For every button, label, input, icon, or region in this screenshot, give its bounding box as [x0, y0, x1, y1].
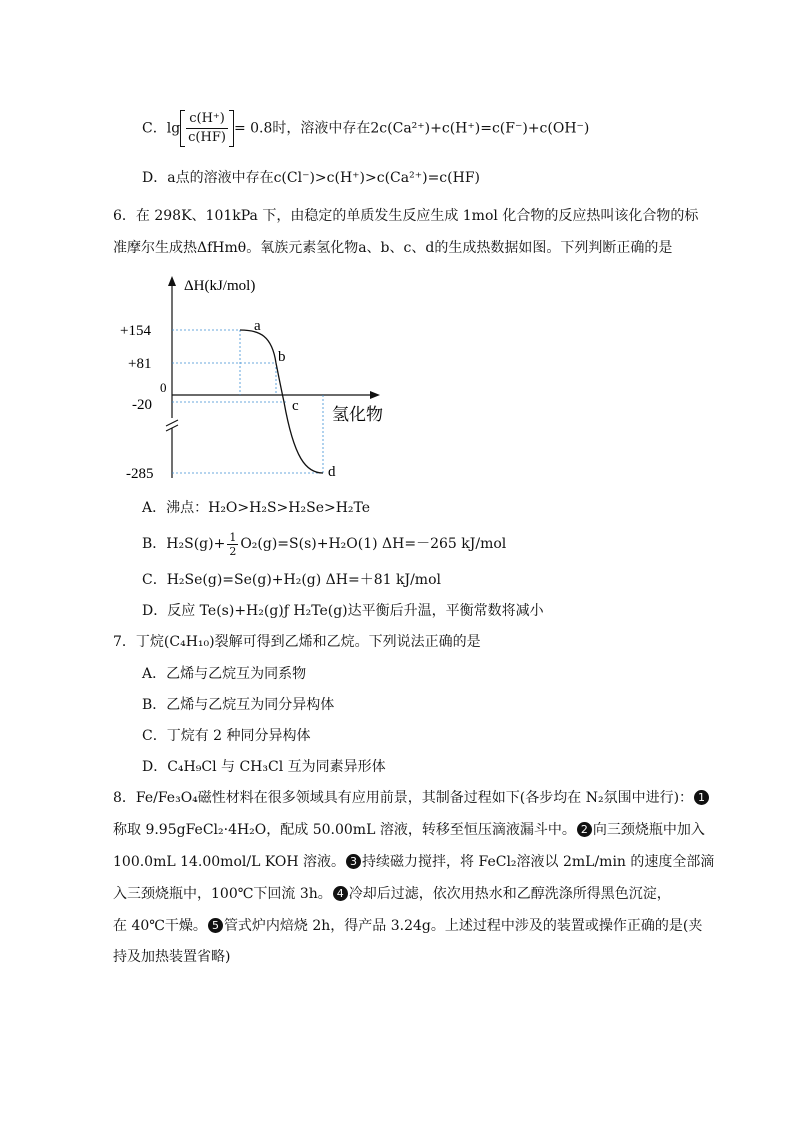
y-tick-81: +81 — [128, 356, 152, 372]
option-d-label: D．a点的溶液中存在 — [142, 170, 274, 186]
q8-line4-text-a: 入三颈烧瓶中，100℃下回流 3h。 — [113, 886, 332, 902]
y-tick-0: 0 — [160, 380, 167, 395]
ratio-fraction — [186, 110, 228, 147]
q7-option-a: A．乙烯与乙烷互为同系物 — [142, 666, 307, 682]
q6-option-a: A．沸点：H₂O>H₂S>H₂Se>H₂Te — [142, 500, 371, 516]
step-1-marker: 1 — [694, 790, 709, 805]
q8-line3-text-b: 持续磁力搅拌，将 FeCl₂溶液以 2mL/min 的速度全部滴 — [362, 854, 715, 870]
option-c-middle: = 0.8时，溶液中存在 — [233, 120, 371, 137]
step-2-marker: 2 — [577, 822, 592, 837]
q8-line5-text-b: 管式炉内焙烧 2h，得产品 3.24g。上述过程中涉及的装置或操作正确的是(夹 — [223, 918, 703, 934]
option-c-expression: 2c(Ca²⁺)+c(H⁺)=c(F⁻)+c(OH⁻) — [370, 120, 590, 137]
q6-stem-line2: 准摩尔生成热ΔfHmθ。氧族元素氢化物a、b、c、d的生成热数据如图。下列判断正确的是 — [113, 240, 673, 256]
q6-stem-line1: 6．在 298K、101kPa 下，由稳定的单质发生反应生成 1mol 化合物的反应热叫该化合物的标 — [113, 208, 699, 224]
q8-line3-text-a: 100.0mL 14.00mol/L KOH 溶液。 — [113, 854, 346, 870]
point-label-b: b — [278, 349, 286, 365]
point-label-d: d — [328, 464, 336, 480]
enthalpy-chart — [110, 268, 410, 488]
option-d-expression: c(Cl⁻)>c(H⁺)>c(Ca²⁺)=c(HF) — [273, 170, 480, 186]
q8-line1 — [113, 788, 710, 808]
log-bracket — [180, 110, 234, 147]
half-fraction — [227, 531, 238, 558]
axis-break-mark-1 — [166, 420, 178, 426]
x-axis-arrow — [370, 391, 380, 399]
y-axis-title: ΔH(kJ/mol) — [184, 278, 256, 294]
prev-option-c — [142, 110, 589, 147]
y-tick-154: +154 — [120, 323, 151, 339]
point-label-c: c — [292, 398, 299, 414]
x-axis-title: 氢化物 — [332, 405, 383, 424]
point-label-a: a — [254, 318, 261, 334]
q8-line4 — [113, 884, 671, 904]
q8-line3 — [113, 852, 714, 872]
y-tick-neg285: -285 — [126, 466, 154, 482]
q8-line2-text-b: 向三颈烧瓶中加入 — [592, 822, 705, 838]
q8-line4-text-b: 冷却后过滤，依次用热水和乙醇洗涤所得黑色沉淀， — [348, 886, 671, 902]
q6-option-c: C．H₂Se(g)=Se(g)+H₂(g) ΔH=＋81 kJ/mol — [142, 572, 441, 588]
q7-option-d: D．C₄H₉Cl 与 CH₃Cl 互为同素异形体 — [142, 759, 386, 775]
option-c-label: C．lg — [142, 120, 181, 137]
step-3-marker: 3 — [346, 854, 361, 869]
q7-stem: 7．丁烷(C₄H₁₀)裂解可得到乙烯和乙烷。下列说法正确的是 — [113, 634, 481, 650]
q6-option-d: D．反应 Te(s)+H₂(g)ƒ H₂Te(g)达平衡后升温，平衡常数将减小 — [142, 603, 544, 619]
y-axis-arrow — [168, 276, 176, 286]
q6-option-b-post: O₂(g)=S(s)+H₂O(1) ΔH=－265 kJ/mol — [240, 536, 507, 552]
q8-line6: 持及加热装置省略) — [113, 949, 231, 965]
y-tick-neg20: -20 — [132, 397, 152, 413]
q8-line5 — [113, 916, 702, 936]
half-numerator: 1 — [229, 530, 237, 544]
q6-option-b — [142, 526, 506, 562]
q7-option-c: C．丁烷有 2 种同分异构体 — [142, 728, 311, 744]
q7-option-b: B．乙烯与乙烷互为同分异构体 — [142, 697, 335, 713]
q8-line1-text: 8．Fe/Fe₃O₄磁性材料在很多领域具有应用前景，其制备过程如下(各步均在 N₂氛围中进行)： — [113, 790, 694, 806]
q8-line5-text-a: 在 40℃干燥。 — [113, 918, 207, 934]
fraction-denominator: c(HF) — [188, 130, 226, 145]
q8-line2-text-a: 称取 9.95gFeCl₂·4H₂O，配成 50.00mL 溶液，转移至恒压滴液漏斗中。 — [113, 822, 576, 838]
step-5-marker: 5 — [208, 918, 223, 933]
q8-line2 — [113, 820, 705, 840]
q6-option-b-pre: B．H₂S(g)+ — [142, 536, 226, 552]
step-4-marker: 4 — [333, 886, 348, 901]
prev-option-d — [142, 168, 480, 188]
fraction-numerator: c(H⁺) — [186, 110, 228, 129]
half-denominator: 2 — [229, 544, 237, 558]
